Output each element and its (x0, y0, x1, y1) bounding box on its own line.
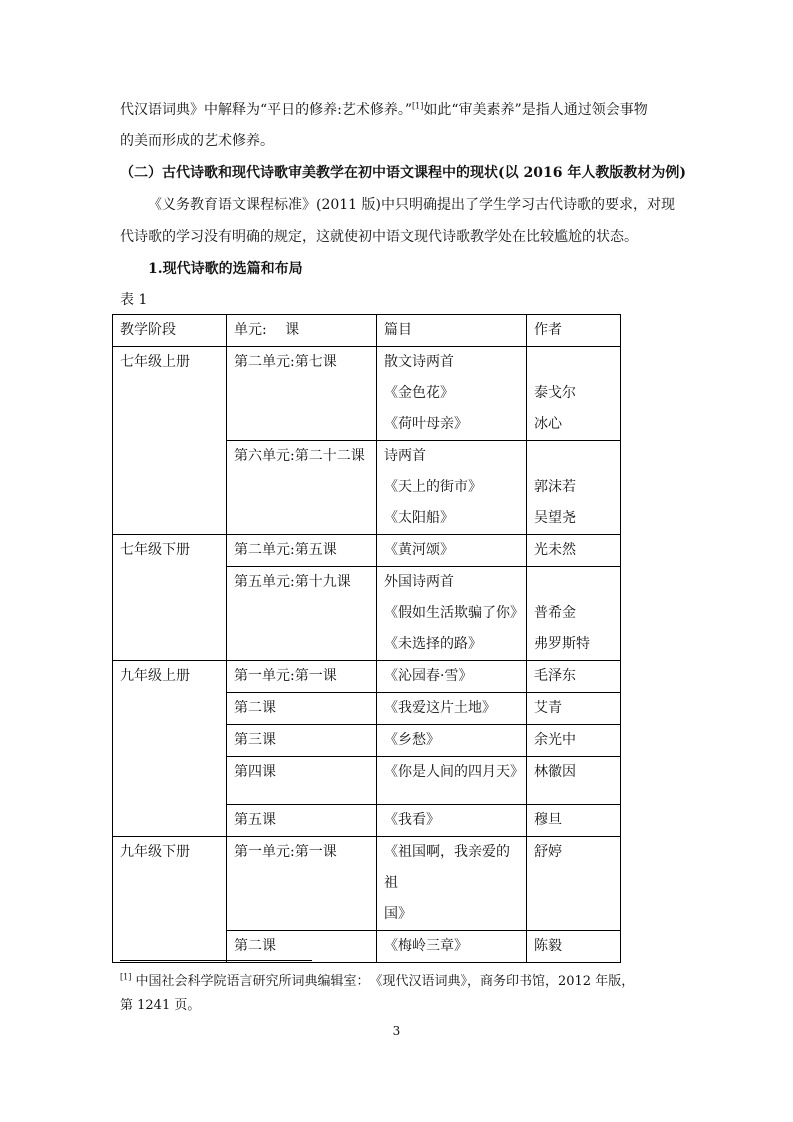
author-cell (527, 441, 621, 535)
lesson-cell: 第二单元:第七课 (227, 347, 377, 441)
title-text: 诗两首 (384, 448, 426, 464)
paragraph-line: 《义务教育语文课程标准》(2011 版)中只明确提出了学生学习古代诗歌的要求，对现 (148, 197, 676, 213)
lesson-cell: 第四课 (227, 757, 377, 805)
author-text (534, 347, 613, 378)
header-cell: 作者 (527, 315, 621, 347)
title-text: 国》 (384, 906, 412, 922)
table-header-row (113, 315, 621, 347)
author-text: 郭沫若 (534, 479, 576, 495)
author-cell: 艾青 (527, 693, 621, 725)
lesson-cell: 第五课 (227, 805, 377, 837)
paragraph-line: 的美而形成的艺术修养。 (120, 133, 274, 149)
author-cell: 舒婷 (527, 837, 621, 931)
footnote-marker: [1] (120, 972, 132, 982)
author-cell: 林徽因 (527, 757, 621, 805)
author-cell (527, 347, 621, 441)
header-cell: 篇目 (377, 315, 527, 347)
author-text: 冰心 (534, 416, 562, 432)
lesson-cell: 第二单元:第五课 (227, 535, 377, 567)
paragraph-line: 代诗歌的学习没有明确的规定，这就使初中语文现代诗歌教学处在比较尴尬的状态。 (120, 229, 638, 245)
author-text: 吴望尧 (534, 510, 576, 526)
author-cell: 毛泽东 (527, 661, 621, 693)
author-cell: 陈毅 (527, 931, 621, 963)
title-cell: 《沁园春·雪》 (377, 661, 527, 693)
paragraph-text: 代汉语词典》中解释为“平日的修养:艺术修养。” (120, 102, 413, 118)
table-row (113, 347, 621, 441)
grade-cell: 七年级上册 (113, 347, 227, 535)
title-text: 《假如生活欺骗了你》 (384, 605, 524, 621)
title-cell: 《黄河颂》 (377, 535, 527, 567)
poetry-table (112, 314, 621, 963)
lesson-cell: 第二课 (227, 693, 377, 725)
sub-heading: 1.现代诗歌的选篇和布局 (148, 261, 303, 277)
title-cell (377, 441, 527, 535)
title-text: 《金色花》 (384, 385, 454, 401)
title-cell: 《梅岭三章》 (377, 931, 527, 963)
lesson-cell: 第五单元:第十九课 (227, 567, 377, 661)
footnote-line (120, 970, 680, 994)
footnote-text: 中国社会科学院语言研究所词典编辑室： 《现代汉语词典》，商务印书馆，2012 年版， (135, 974, 635, 989)
section-heading: （二）古代诗歌和现代诗歌审美教学在初中语文课程中的现状(以 2016 年人教版教材为例) (120, 165, 686, 181)
grade-cell: 九年级上册 (113, 661, 227, 837)
author-text (534, 441, 613, 472)
author-cell (527, 567, 621, 661)
table-row (113, 837, 621, 931)
title-cell: 《我爱这片土地》 (377, 693, 527, 725)
footnote (120, 970, 680, 1018)
title-cell: 《我看》 (377, 805, 527, 837)
title-text: 《祖国啊，我亲爱的祖 (384, 844, 510, 891)
grade-cell: 七年级下册 (113, 535, 227, 661)
title-cell (377, 347, 527, 441)
header-cell: 教学阶段 (113, 315, 227, 347)
footnote-ref[interactable]: [1] (412, 101, 424, 111)
footnote-divider (120, 960, 312, 961)
title-text: 外国诗两首 (384, 574, 454, 590)
title-text: 《天上的街市》 (384, 479, 482, 495)
author-cell: 光未然 (527, 535, 621, 567)
lesson-cell: 第二课 (227, 931, 377, 963)
paragraph-text: 如此“审美素养”是指人通过领会事物 (423, 102, 648, 118)
page-number: 3 (392, 1024, 401, 1038)
author-cell: 穆旦 (527, 805, 621, 837)
table-row (113, 661, 621, 693)
header-cell: 单元: 课 (227, 315, 377, 347)
grade-cell: 九年级下册 (113, 837, 227, 963)
author-text: 普希金 (534, 605, 576, 621)
title-text: 《荷叶母亲》 (384, 416, 468, 432)
title-text: 散文诗两首 (384, 354, 454, 370)
paragraph-line (120, 100, 680, 120)
title-cell: 《你是人间的四月天》 (377, 757, 527, 805)
author-cell: 余光中 (527, 725, 621, 757)
author-text: 弗罗斯特 (534, 636, 590, 652)
lesson-cell: 第三课 (227, 725, 377, 757)
lesson-cell: 第一单元:第一课 (227, 661, 377, 693)
title-cell (377, 837, 527, 931)
title-cell: 《乡愁》 (377, 725, 527, 757)
table-caption: 表 1 (120, 292, 148, 308)
title-text: 《未选择的路》 (384, 636, 482, 652)
author-text: 泰戈尔 (534, 385, 576, 401)
title-text: 《太阳船》 (384, 510, 454, 526)
author-text (534, 567, 613, 598)
lesson-cell: 第六单元:第二十二课 (227, 441, 377, 535)
table-row (113, 535, 621, 567)
footnote-line: 第 1241 页。 (120, 998, 201, 1013)
lesson-cell: 第一单元:第一课 (227, 837, 377, 931)
title-cell (377, 567, 527, 661)
